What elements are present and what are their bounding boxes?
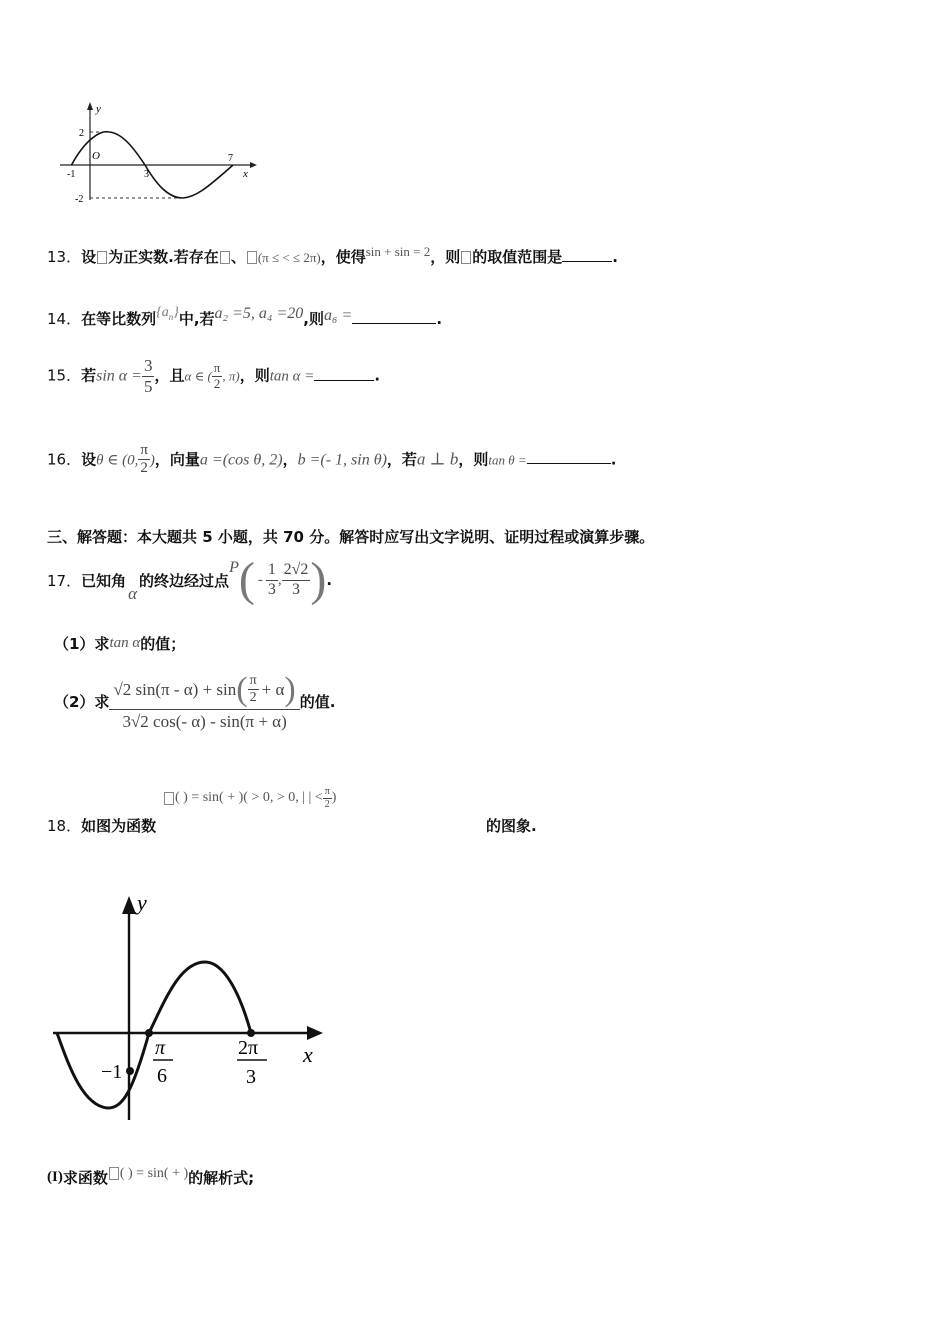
y-axis-arrow-icon bbox=[87, 102, 93, 110]
question-14: 14．在等比数列$\{a_n\}$中,若a₂ =5, a₄ =20,则a₆ = . bbox=[47, 305, 443, 328]
q18-func-fraction: $\frac{\pi}{2}$ bbox=[324, 786, 330, 810]
q13-answer-blank[interactable] bbox=[562, 261, 612, 262]
q17-part2-end: 的值. bbox=[299, 693, 336, 712]
q17-text-1: 已知角 bbox=[81, 571, 127, 590]
q15-range-lhs: α ∈ ( bbox=[184, 368, 212, 384]
q17-part2-label: （2）求 bbox=[54, 693, 110, 712]
bottom-sine-graph bbox=[45, 890, 345, 1130]
q18-part1-text-1: 求函数 bbox=[62, 1169, 108, 1187]
label-2pi-num: 2π bbox=[238, 1037, 259, 1059]
q15-text-2: ，且 bbox=[154, 366, 185, 385]
q17-number: 17． bbox=[47, 571, 82, 590]
q18-text-2: 的图象. bbox=[486, 817, 537, 835]
question-18 bbox=[47, 815, 156, 836]
q18-part1-text-2: 的解析式; bbox=[188, 1169, 255, 1187]
q17-part2-inner-fraction: $\frac{\pi}{2}$ bbox=[249, 672, 257, 706]
placeholder-box-icon bbox=[220, 251, 230, 264]
question-15 bbox=[47, 356, 380, 396]
q15-text-1: 若 bbox=[81, 366, 97, 385]
q15-number: 15． bbox=[47, 366, 82, 385]
q15-target: tan α = bbox=[269, 368, 315, 385]
q13-text-1: 设 bbox=[81, 248, 97, 266]
q15-text-3: ，则 bbox=[239, 366, 270, 385]
q17-part-1 bbox=[54, 633, 185, 654]
x-axis-label: x bbox=[303, 1042, 313, 1067]
q17-part-2 bbox=[54, 670, 335, 734]
q17-part2-fraction: √2 sin(π - α) + sin ( $\frac{\pi}{2}$ + α ) 3√2 cos(- α) - sin(π + α) bbox=[109, 670, 299, 734]
q18-number: 18． bbox=[47, 817, 82, 835]
question-13 bbox=[47, 246, 618, 267]
q13-text-6: 的取值范围是 bbox=[472, 248, 563, 266]
y-axis-label: y bbox=[137, 890, 147, 915]
q16-theta-fraction: $\frac{\pi}{2}$ bbox=[140, 442, 148, 477]
q16-theta-lhs: θ ∈ (0, bbox=[96, 452, 139, 469]
q15-sin-fraction: $\frac{3}{5}$ bbox=[143, 356, 153, 396]
tick-x-neg1: -1 bbox=[67, 169, 76, 180]
q16-number: 16． bbox=[47, 450, 82, 469]
q17-part1-expr: tan α bbox=[109, 635, 141, 651]
q16-perpendicular: a ⊥ b bbox=[416, 449, 459, 469]
tick-x-3: 3 bbox=[144, 169, 149, 180]
q17-point-P: P bbox=[229, 559, 239, 576]
q18-func-end: ) bbox=[331, 790, 337, 805]
q14-seq-sub: n bbox=[168, 311, 174, 322]
q14-number: 14． bbox=[47, 310, 82, 328]
q17-part1-end: 的值； bbox=[140, 635, 186, 653]
q16-answer-blank[interactable] bbox=[527, 463, 611, 464]
x-axis-arrow-icon bbox=[250, 162, 257, 168]
q18-part1-func: ( ) = sin( + ) bbox=[108, 1166, 188, 1182]
q16-end: . bbox=[610, 450, 617, 469]
x-axis-arrow-icon bbox=[307, 1026, 323, 1040]
q17-px-fraction: $\frac{1}{3}$ bbox=[267, 561, 276, 598]
q16-vector-b: b =(- 1, sin θ) bbox=[297, 451, 387, 469]
placeholder-box-icon bbox=[164, 792, 174, 805]
placeholder-box-icon bbox=[97, 251, 107, 264]
q13-text-2: 为正实数.若存在 bbox=[108, 248, 219, 266]
q13-number: 13． bbox=[47, 248, 82, 266]
q14-text-1: 在等比数列 bbox=[81, 310, 157, 328]
placeholder-box-icon bbox=[247, 251, 257, 264]
q16-target: tan θ = bbox=[488, 452, 527, 468]
q18-part1-label: (I) bbox=[47, 1169, 63, 1185]
q16-text-1: 设 bbox=[81, 450, 97, 469]
label-neg1: −1 bbox=[101, 1061, 123, 1083]
q13-text-5: ，则 bbox=[430, 248, 461, 266]
q17-part2-num-b: + α bbox=[261, 679, 285, 699]
q17-px-sign: - bbox=[257, 571, 263, 588]
q15-sin-lhs: sin α = bbox=[96, 367, 142, 385]
placeholder-box-icon bbox=[461, 251, 471, 264]
q15-range-fraction: $\frac{\pi}{2}$ bbox=[213, 359, 221, 391]
sine-curve bbox=[57, 962, 251, 1108]
x-axis-label: x bbox=[243, 168, 248, 180]
q13-text-3: 、 bbox=[230, 248, 246, 266]
q14-target: a₆ = bbox=[323, 307, 353, 324]
q13-equation: sin + sin = 2 bbox=[365, 244, 431, 259]
q13-end: . bbox=[612, 248, 618, 266]
q18-part-1 bbox=[47, 1167, 254, 1188]
q15-end: . bbox=[374, 366, 381, 385]
q13-condition: (π ≤ < ≤ 2π) bbox=[257, 250, 321, 265]
q14-text-3: ,则 bbox=[303, 310, 324, 328]
tick-y-2: 2 bbox=[79, 128, 84, 139]
point-2pi-over-3 bbox=[247, 1029, 255, 1037]
placeholder-box-icon bbox=[109, 1167, 119, 1180]
point-pi-over-6 bbox=[145, 1029, 153, 1037]
q17-part2-denominator: 3√2 cos(- α) - sin(π + α) bbox=[122, 712, 287, 732]
label-2pi-den: 3 bbox=[246, 1066, 256, 1088]
q17-alpha: α bbox=[128, 584, 138, 603]
q18-func-text: ( ) = sin( + )( > 0, > 0, | | < bbox=[175, 790, 323, 805]
question-17: 17． 已知角 α 的终边经过点 P ( - $\frac{1}{3}$ , $\frac{2√2}{3}$ ) . bbox=[47, 553, 333, 606]
q16-text-5: ，则 bbox=[458, 450, 489, 469]
tick-x-7: 7 bbox=[228, 153, 233, 164]
q14-end: . bbox=[436, 310, 443, 328]
q18-function-expr bbox=[163, 786, 336, 810]
q14-given: a₂ =5, a₄ =20 bbox=[214, 305, 304, 322]
q14-answer-blank[interactable] bbox=[352, 323, 436, 324]
q13-text-4: ，使得 bbox=[320, 248, 366, 266]
point-neg1 bbox=[126, 1067, 134, 1075]
q16-vector-a: a =(cos θ, 2) bbox=[199, 451, 283, 469]
q17-text-2: 的终边经过点 bbox=[139, 571, 230, 590]
q16-theta-rhs: ) bbox=[149, 452, 155, 469]
q17-part2-num-a: √2 sin(π - α) + sin bbox=[113, 679, 237, 699]
label-pi-num: π bbox=[155, 1037, 166, 1059]
q18-text-1: 如图为函数 bbox=[81, 817, 157, 835]
q17-py-fraction: $\frac{2√2}{3}$ bbox=[283, 561, 309, 598]
q14-seq: a bbox=[161, 305, 169, 320]
label-pi-den: 6 bbox=[157, 1065, 167, 1087]
origin-label: O bbox=[92, 150, 100, 162]
tick-y-neg2: -2 bbox=[75, 194, 84, 205]
q16-text-3: ， bbox=[282, 450, 298, 469]
y-axis-arrow-icon bbox=[122, 896, 136, 914]
q16-text-2: ，向量 bbox=[154, 450, 200, 469]
section-3-heading: 三、解答题：本大题共 5 小题，共 70 分。解答时应写出文字说明、证明过程或演算步骤。 bbox=[47, 528, 655, 546]
q17-end: . bbox=[326, 571, 333, 589]
q15-answer-blank[interactable] bbox=[314, 380, 374, 381]
top-sine-graph bbox=[55, 100, 265, 210]
question-16 bbox=[47, 442, 616, 478]
q15-range-rhs: , π) bbox=[222, 368, 240, 384]
q17-part1-label: （1）求 bbox=[54, 635, 110, 653]
y-axis-label: y bbox=[96, 103, 101, 115]
q14-text-2: 中,若 bbox=[178, 310, 215, 328]
q16-text-4: ，若 bbox=[386, 450, 417, 469]
